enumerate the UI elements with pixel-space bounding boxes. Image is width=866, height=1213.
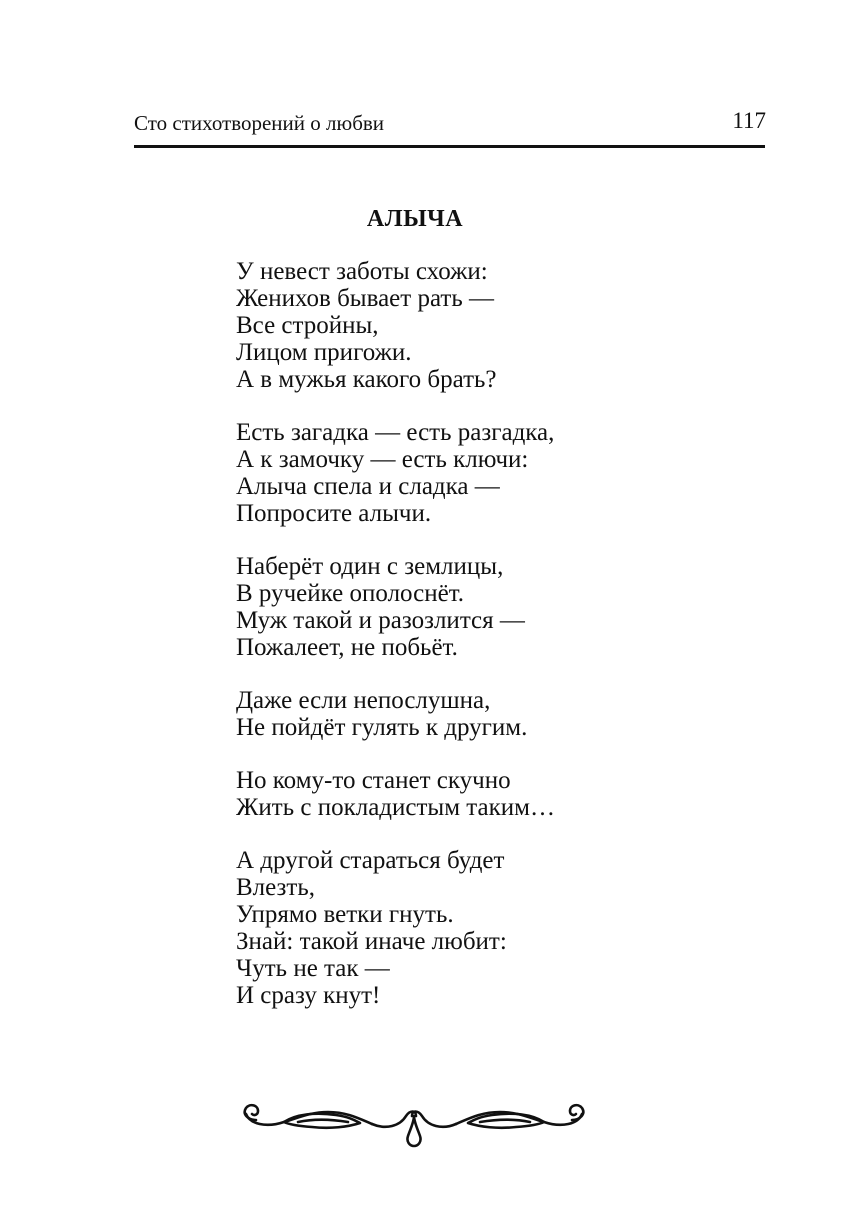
- verse-line: Не пойдёт гулять к другим.: [236, 714, 528, 741]
- stanza-2: [236, 419, 656, 527]
- verse-line: Есть загадка — есть разгадка,: [236, 419, 555, 446]
- verse-line: У невест заботы схожи:: [236, 258, 488, 285]
- stanza-3: [236, 553, 656, 661]
- poem-title: АЛЫЧА: [366, 206, 464, 232]
- verse-line: А другой стараться будет: [236, 847, 505, 874]
- verse-line: Попросите алычи.: [236, 500, 432, 527]
- verse-line: Пожалеет, не побьёт.: [236, 634, 458, 661]
- stanza-1: [236, 258, 656, 393]
- page-number: 117: [732, 108, 766, 133]
- scroll-flourish-icon: [238, 1098, 590, 1148]
- verse-line: Знай: такой иначе любит:: [236, 928, 507, 955]
- verse-line: Муж такой и разозлится —: [236, 607, 525, 634]
- verse-line: Влезть,: [236, 874, 316, 901]
- verse-line: Алыча спела и сладка —: [236, 473, 500, 500]
- verse-line: А в мужья какого брать?: [236, 366, 497, 393]
- verse-line: Жить с покладистым таким…: [236, 794, 555, 821]
- verse-line: В ручейке ополоснёт.: [236, 580, 465, 607]
- verse-line: Упрямо ветки гнуть.: [236, 901, 454, 928]
- verse-line: Все стройны,: [236, 312, 379, 339]
- verse-line: А к замочку — есть ключи:: [236, 446, 529, 473]
- verse-line: Но кому-то станет скучно: [236, 767, 511, 794]
- verse-line: Женихов бывает рать —: [236, 285, 494, 312]
- poem-body: [236, 258, 656, 1035]
- running-head: Сто стихотворений о любви: [134, 111, 385, 135]
- verse-line: Лицом пригожи.: [236, 339, 412, 366]
- verse-line: Даже если непослушна,: [236, 687, 491, 714]
- stanza-4: [236, 687, 656, 741]
- verse-line: Наберёт один с землицы,: [236, 553, 504, 580]
- verse-line: И сразу кнут!: [236, 982, 381, 1009]
- stanza-5: [236, 767, 656, 821]
- stanza-6: [236, 847, 656, 1009]
- header-rule: [134, 145, 765, 148]
- verse-line: Чуть не так —: [236, 955, 390, 982]
